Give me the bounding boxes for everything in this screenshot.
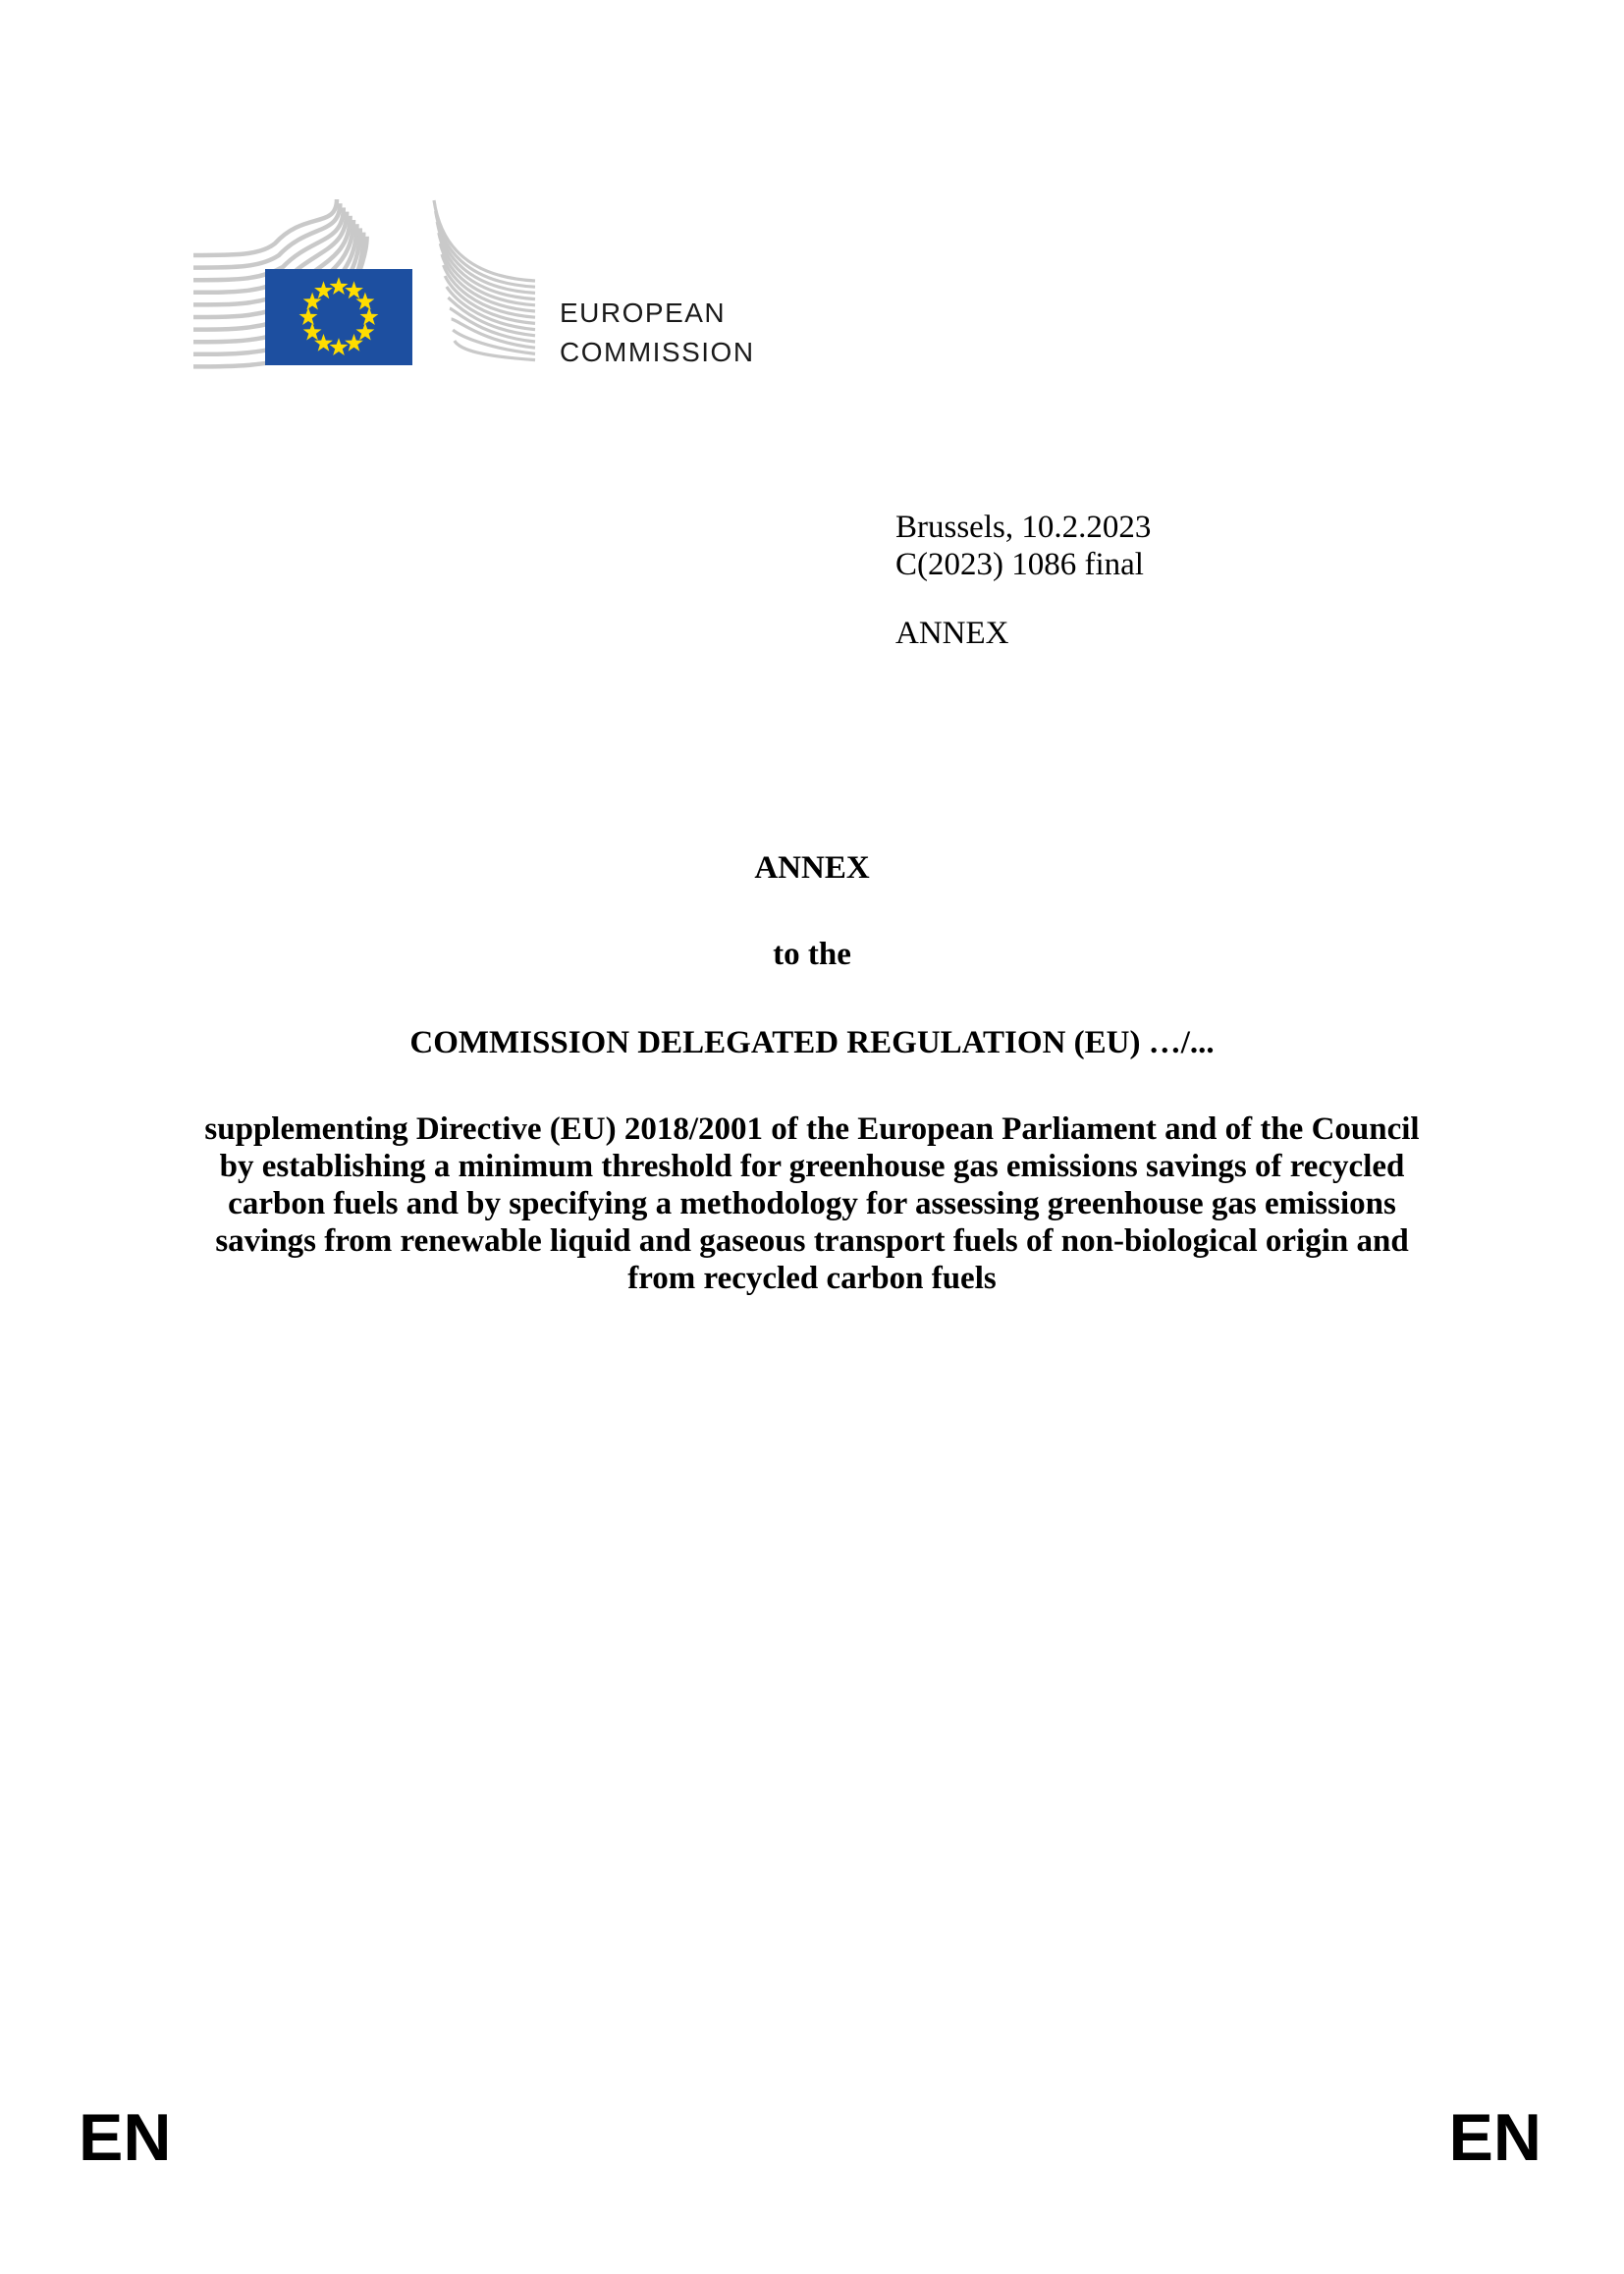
act-title: COMMISSION DELEGATED REGULATION (EU) …/...	[409, 1025, 1215, 1060]
eu-flag-icon	[265, 269, 412, 365]
institution-wordmark	[560, 294, 755, 372]
annex-heading: ANNEX	[754, 850, 870, 886]
document-type: ANNEX	[895, 616, 1009, 651]
wordmark-line2: COMMISSION	[560, 337, 755, 367]
logo-right-lines-icon	[434, 200, 535, 360]
subject-paragraph: supplementing Directive (EU) 2018/2001 of the European Parliament and of the Council by establishing a minimum threshold for greenhouse gas emissions savings of recycled carbon fuels and by specifying a methodology for assessing greenhouse gas emissions savings from renewable liquid and gaseous transport fuels of non-biological origin and from recycled carbon fuels	[204, 1111, 1420, 1296]
reference-number: C(2023) 1086 final	[895, 547, 1144, 582]
european-commission-logo-icon	[191, 196, 557, 371]
document-info-block	[895, 509, 1151, 652]
language-marker-left: EN	[79, 2100, 172, 2175]
place-date: Brussels, 10.2.2023	[895, 510, 1152, 545]
connector-text: to the	[773, 937, 851, 972]
wordmark-line1: EUROPEAN	[560, 298, 727, 328]
language-marker-right: EN	[1448, 2100, 1542, 2175]
